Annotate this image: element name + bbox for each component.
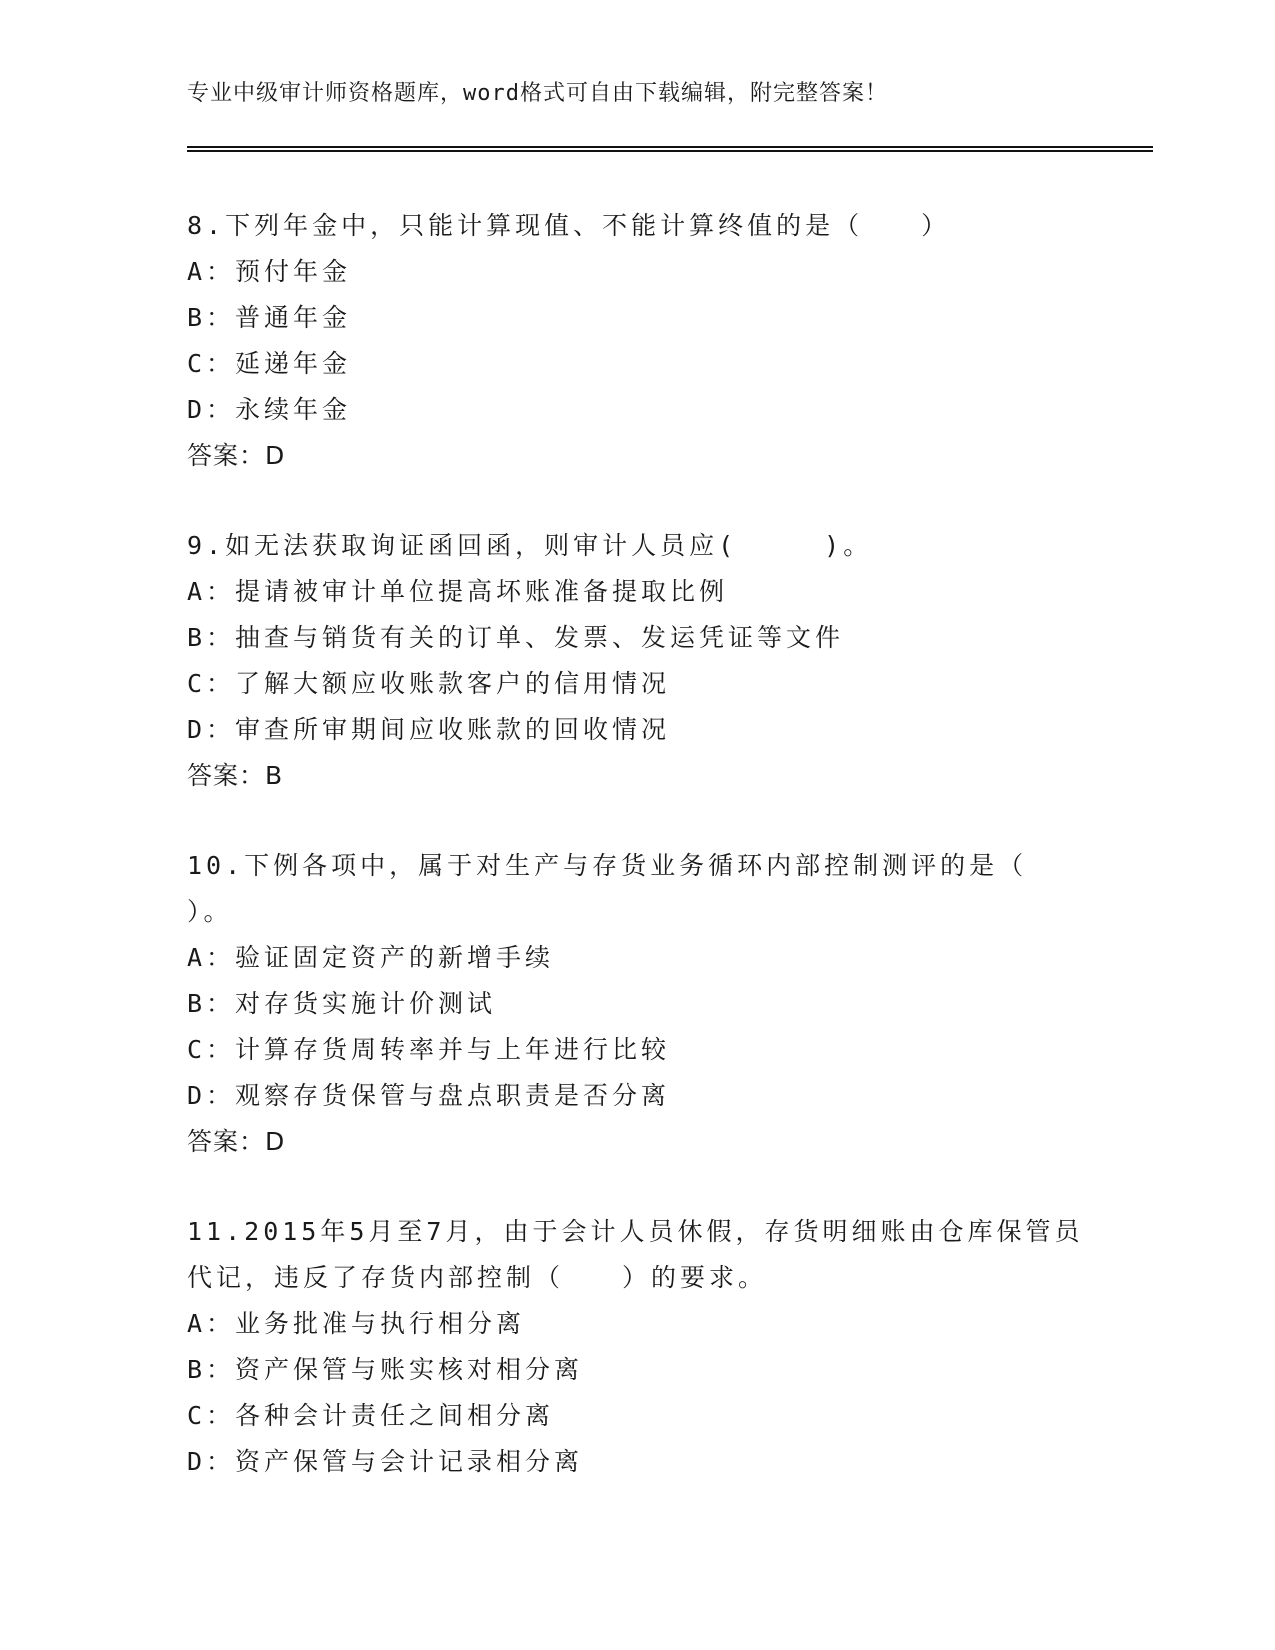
question-stem: 9.如无法获取询证函回函，则审计人员应( )。: [187, 531, 873, 560]
question-9: [187, 523, 1087, 799]
question-10: [187, 843, 1087, 1165]
option-a: A：验证固定资产的新增手续: [187, 943, 555, 972]
question-stem-continued: ）。: [187, 897, 233, 926]
question-stem: 11.2015年5月至7月，由于会计人员休假，存货明细账由仓库保管员: [187, 1217, 1084, 1246]
header-rule: [187, 146, 1153, 148]
option-c: C：计算存货周转率并与上年进行比较: [187, 1035, 671, 1064]
question-11: [187, 1209, 1087, 1485]
option-b: B：普通年金: [187, 303, 352, 332]
question-stem-continued: 代记，违反了存货内部控制（ ）的要求。: [187, 1263, 768, 1292]
question-list: [187, 203, 1087, 1529]
question-8: [187, 203, 1087, 479]
option-b: B：抽查与销货有关的订单、发票、发运凭证等文件: [187, 623, 845, 652]
option-a: A：业务批准与执行相分离: [187, 1309, 526, 1338]
option-d: D：资产保管与会计记录相分离: [187, 1447, 584, 1476]
option-a: A：提请被审计单位提高坏账准备提取比例: [187, 577, 729, 606]
option-c: C：延递年金: [187, 349, 352, 378]
option-b: B：资产保管与账实核对相分离: [187, 1355, 584, 1384]
option-d: D：观察存货保管与盘点职责是否分离: [187, 1081, 671, 1110]
question-stem: 8.下列年金中，只能计算现值、不能计算终值的是（ ）: [187, 211, 951, 240]
option-d: D：审查所审期间应收账款的回收情况: [187, 715, 671, 744]
option-c: C：各种会计责任之间相分离: [187, 1401, 555, 1430]
answer-line: 答案：D: [187, 1127, 286, 1156]
option-c: C：了解大额应收账款客户的信用情况: [187, 669, 671, 698]
header-note: 专业中级审计师资格题库，word格式可自由下载编辑，附完整答案！: [187, 81, 888, 106]
question-stem: 10.下例各项中，属于对生产与存货业务循环内部控制测评的是（: [187, 851, 1028, 880]
option-d: D：永续年金: [187, 395, 352, 424]
header-rule-second: [187, 150, 1153, 152]
option-b: B：对存货实施计价测试: [187, 989, 497, 1018]
option-a: A：预付年金: [187, 257, 352, 286]
answer-line: 答案：B: [187, 761, 284, 790]
answer-line: 答案：D: [187, 441, 286, 470]
